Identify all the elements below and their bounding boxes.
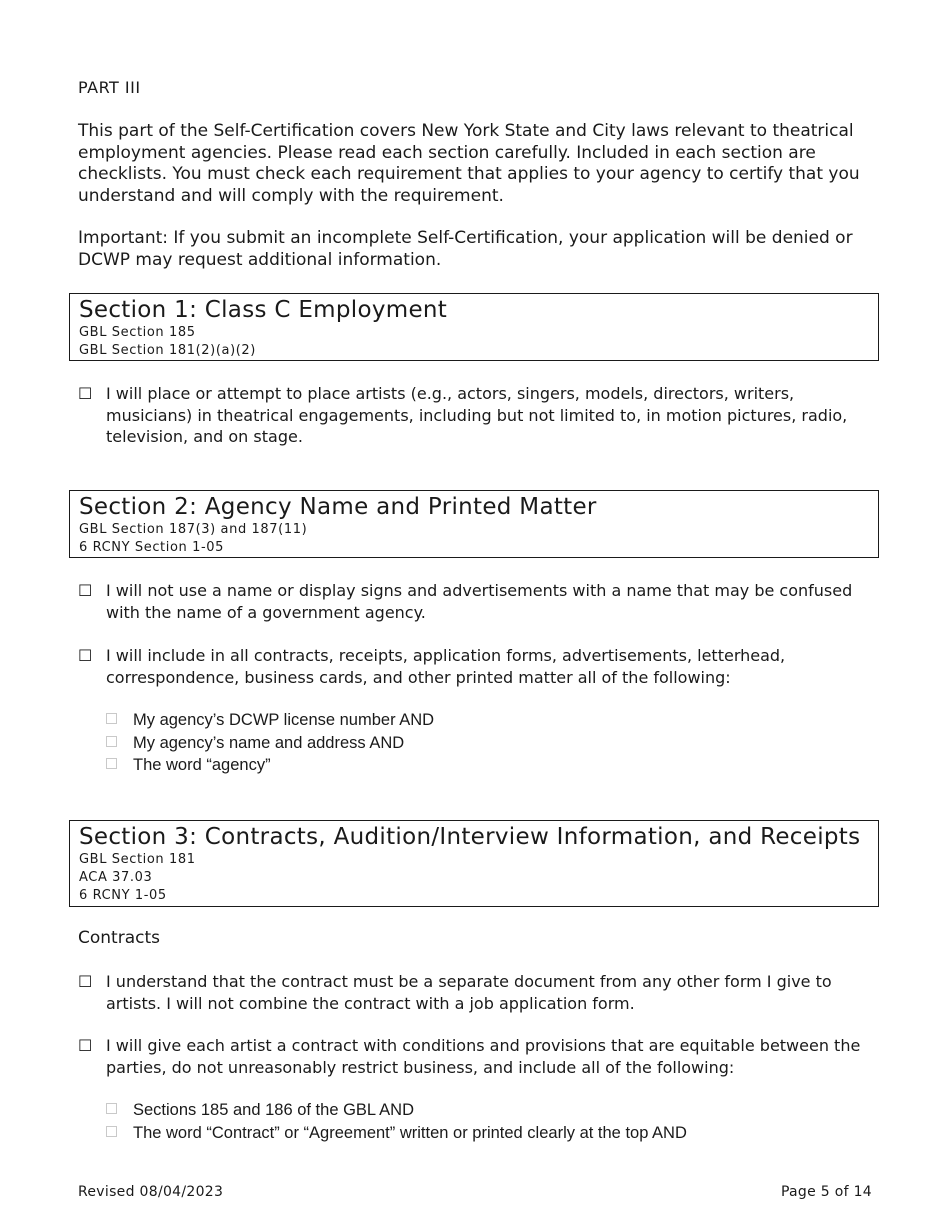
- sub-checkbox[interactable]: [106, 1103, 117, 1114]
- checkbox[interactable]: ☐: [78, 581, 93, 600]
- checklist-item: [78, 645, 878, 688]
- checklist-item-text: I will place or attempt to place artists (e.g., actors, singers, models, directors, writers, musicians) in theatrical engagements, including but not limited to, in motion pictures, radio, television, and on stage.: [106, 384, 848, 446]
- checklist-item-text: I will give each artist a contract with conditions and provisions that are equitable between the parties, do not unreasonably restrict business, and include all of the following:: [106, 1036, 861, 1077]
- sub-checklist-item: [106, 1123, 687, 1143]
- sub-checklist-item: [106, 755, 271, 775]
- section-3-header: [69, 820, 879, 907]
- checklist-item: [78, 971, 878, 1014]
- sub-checkbox[interactable]: [106, 736, 117, 747]
- sub-item-text: The word “Contract” or “Agreement” written or printed clearly at the top AND: [133, 1124, 687, 1142]
- section-title: Section 1: Class C Employment: [79, 297, 448, 323]
- checklist-item-text: I will include in all contracts, receipts, application forms, advertisements, letterhead, correspondence, business cards, and other printed matter all of the following:: [106, 646, 786, 687]
- section-title: Section 3: Contracts, Audition/Interview Information, and Receipts: [79, 824, 861, 850]
- section-1-header: [69, 293, 879, 361]
- sub-item-text: My agency’s name and address AND: [133, 734, 405, 752]
- sub-checklist-item: [106, 1100, 414, 1120]
- section-ref: GBL Section 187(3) and 187(11): [79, 522, 308, 537]
- checklist-item-text: I will not use a name or display signs and advertisements with a name that may be confused with the name of a government agency.: [106, 581, 853, 622]
- checkbox[interactable]: ☐: [78, 384, 93, 403]
- checklist-item: [78, 580, 878, 623]
- checkbox[interactable]: ☐: [78, 972, 93, 991]
- section-ref: GBL Section 185: [79, 325, 196, 340]
- important-notice: Important: If you submit an incomplete Self-Certification, your application will be denied or DCWP may request additional information.: [78, 228, 853, 270]
- page-number: Page 5 of 14: [780, 1184, 872, 1200]
- revision-date: Revised 08/04/2023: [78, 1184, 224, 1200]
- section-title: Section 2: Agency Name and Printed Matter: [79, 494, 597, 520]
- sub-checklist-item: [106, 733, 404, 753]
- section-ref: GBL Section 181(2)(a)(2): [79, 343, 256, 358]
- sub-item-text: The word “agency”: [133, 756, 271, 774]
- sub-checklist-item: [106, 710, 434, 730]
- sub-checkbox[interactable]: [106, 713, 117, 724]
- sub-checkbox[interactable]: [106, 758, 117, 769]
- checklist-item: [78, 1035, 878, 1078]
- checkbox[interactable]: ☐: [78, 1036, 93, 1055]
- section-ref: 6 RCNY 1-05: [79, 888, 167, 903]
- checkbox[interactable]: ☐: [78, 646, 93, 665]
- part-title: PART III: [78, 78, 141, 97]
- sub-item-text: Sections 185 and 186 of the GBL AND: [133, 1101, 414, 1119]
- intro-paragraph: This part of the Self-Certification covers New York State and City laws relevant to theatrical employment agencies. Please read each section carefully. Included in each section are checklists. You must check each requirement that applies to your agency to certify that you understand and will comply with the requirement.: [78, 121, 860, 206]
- section-ref: 6 RCNY Section 1-05: [79, 540, 224, 555]
- section-2-header: [69, 490, 879, 558]
- contracts-subheading: Contracts: [78, 928, 160, 948]
- section-ref: GBL Section 181: [79, 852, 196, 867]
- sub-item-text: My agency’s DCWP license number AND: [133, 711, 435, 729]
- checklist-item-text: I understand that the contract must be a separate document from any other form I give to artists. I will not combine the contract with a job application form.: [106, 972, 832, 1013]
- sub-checkbox[interactable]: [106, 1126, 117, 1137]
- section-ref: ACA 37.03: [79, 870, 153, 885]
- checklist-item: [78, 383, 878, 448]
